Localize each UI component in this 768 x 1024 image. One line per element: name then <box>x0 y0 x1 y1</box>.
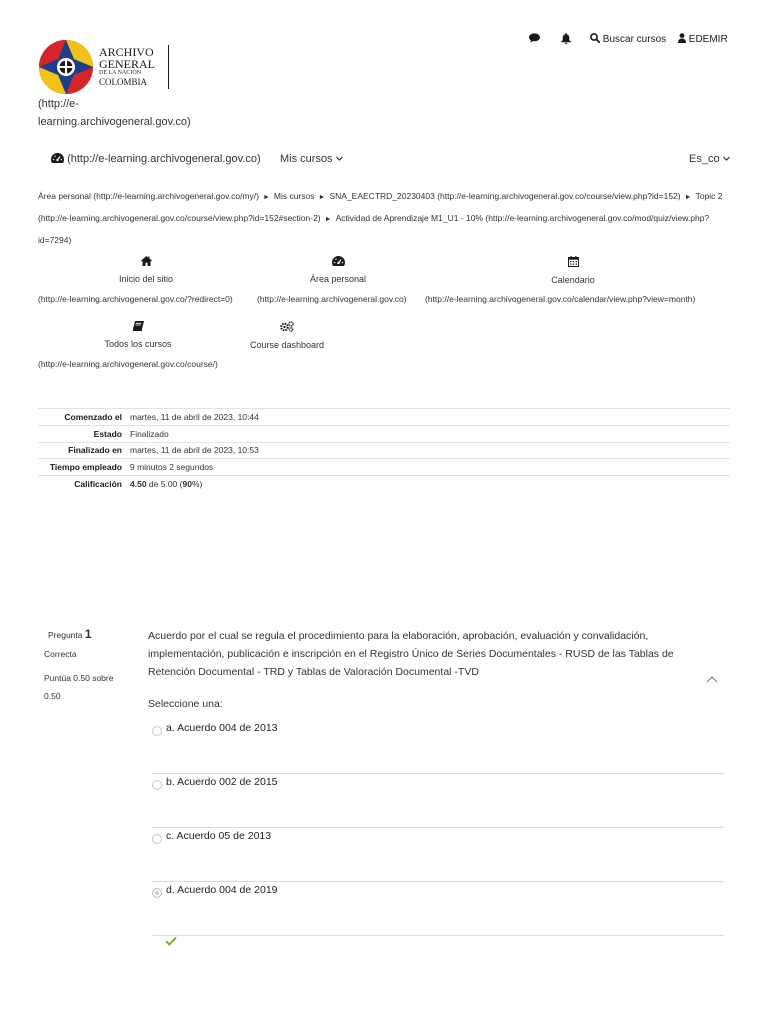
tile-inicio-label: Inicio del sitio <box>118 274 174 284</box>
language-dropdown[interactable] <box>689 153 730 165</box>
question-info <box>44 628 136 705</box>
tile-course-dashboard[interactable] <box>229 321 345 350</box>
answer-option-d[interactable] <box>152 882 724 936</box>
dashboard-icon <box>51 153 64 163</box>
question-label: Pregunta <box>48 630 83 640</box>
breadcrumb-separator: ► <box>324 216 332 223</box>
summary-label: Estado <box>93 428 122 439</box>
answer-option-label: c. Acuerdo 05 de 2013 <box>166 830 272 842</box>
user-icon <box>678 33 686 43</box>
breadcrumb-separator: ► <box>318 194 326 201</box>
navbar-home-link[interactable] <box>51 153 261 165</box>
question-number: 1 <box>84 627 92 641</box>
radio-a[interactable] <box>152 726 162 736</box>
tile-inicio-url[interactable]: (http://e-learning.archivogeneral.gov.co/?redirect=0) <box>38 294 233 304</box>
breadcrumb-item-activity[interactable]: Actividad de Aprendizaje M1_U1 - 10% (http://e-learning.archivogeneral.gov.co/mod/quiz/view.php?id=7294) <box>38 213 710 245</box>
chat-icon[interactable] <box>529 33 540 45</box>
question-points-line2: 0.50 <box>44 691 61 701</box>
bell-icon[interactable] <box>561 33 571 46</box>
breadcrumb-item-mis-cursos[interactable]: Mis cursos <box>273 191 315 201</box>
search-courses-label: Buscar cursos <box>602 34 667 45</box>
radio-d[interactable] <box>152 888 162 898</box>
answer-option-label: b. Acuerdo 002 de 2015 <box>166 776 278 788</box>
tile-todos-cursos-url[interactable]: (http://e-learning.archivogeneral.gov.co/course/) <box>38 359 218 369</box>
summary-label: Calificación <box>74 479 122 490</box>
tile-course-dashboard-label: Course dashboard <box>249 340 325 350</box>
calendar-icon <box>568 256 579 267</box>
navbar-home-url: (http://e-learning.archivogeneral.gov.co) <box>67 153 261 165</box>
tile-todos-cursos[interactable] <box>80 321 196 349</box>
chevron-down-icon <box>336 156 343 161</box>
logo-divider <box>168 45 169 89</box>
language-label: Es_co <box>689 153 720 165</box>
breadcrumb-item-area-personal[interactable]: Área personal (http://e-learning.archivogeneral.gov.co/my/) <box>38 191 259 201</box>
logo-line-general: GENERAL <box>99 57 155 71</box>
dashboard-icon <box>332 256 345 266</box>
summary-value: martes, 11 de abril de 2023, 10:44 <box>130 411 259 422</box>
chevron-up-icon[interactable] <box>706 676 718 683</box>
summary-value: martes, 11 de abril de 2023, 10:53 <box>130 445 259 456</box>
answer-option-label: d. Acuerdo 004 de 2019 <box>166 884 278 896</box>
logo-line-colombia: COLOMBIA <box>99 77 148 87</box>
radio-b[interactable] <box>152 780 162 790</box>
grade-end: %) <box>191 479 203 490</box>
breadcrumb-item-topic[interactable]: Topic 2 (http://e-learning.archivogeneral.gov.co/course/view.php?id=152#section-2) <box>38 191 723 223</box>
chevron-down-icon <box>723 156 730 161</box>
breadcrumb-item-course[interactable]: SNA_EAECTRD_20230403 (http://e-learning.archivogeneral.gov.co/course/view.php?id=152) <box>329 191 681 201</box>
mis-cursos-dropdown[interactable] <box>280 153 343 165</box>
tile-area-personal[interactable] <box>280 256 396 284</box>
summary-value: Finalizado <box>130 428 169 439</box>
grade-value <box>130 479 202 489</box>
archivo-logo-emblem[interactable] <box>38 39 94 95</box>
tile-area-personal-url[interactable]: (http://e-learning.archivogeneral.gov.co) <box>257 294 407 304</box>
home-icon <box>141 256 152 266</box>
attempt-summary-table <box>38 408 730 492</box>
answer-option-c[interactable] <box>152 828 724 882</box>
answer-option-a[interactable] <box>152 720 724 774</box>
user-name: EDEMIR <box>688 34 728 45</box>
question-state: Correcta <box>44 649 77 659</box>
tile-calendario[interactable] <box>515 256 631 285</box>
user-menu[interactable] <box>678 33 728 45</box>
mis-cursos-label: Mis cursos <box>280 153 333 165</box>
answer-option-label: a. Acuerdo 004 de 2013 <box>166 722 278 734</box>
site-url-line1[interactable]: (http://e- <box>38 98 79 110</box>
search-courses-link[interactable] <box>590 33 666 45</box>
summary-row-tiempo <box>38 459 730 476</box>
cogs-icon <box>280 321 294 332</box>
breadcrumb-separator: ► <box>262 194 270 201</box>
summary-label: Tiempo empleado <box>49 462 122 473</box>
answer-option-b[interactable] <box>152 774 724 828</box>
check-icon <box>165 936 177 946</box>
tile-todos-cursos-label: Todos los cursos <box>104 339 172 349</box>
book-icon <box>133 321 144 331</box>
tile-area-personal-label: Área personal <box>309 274 367 284</box>
breadcrumb-separator: ► <box>684 194 692 201</box>
logo-line-nacion: DE LA NACIÓN <box>99 70 141 76</box>
tile-calendario-url[interactable]: (http://e-learning.archivogeneral.gov.co/calendar/view.php?view=month) <box>425 294 696 304</box>
search-icon <box>590 33 600 43</box>
question-text: Acuerdo por el cual se regula el procedimiento para la elaboración, aprobación, evaluación y convalidación, implementación, publicación e inscripción en el Registro Único de Series Documentales - RUSD de las Tablas de Retención Documental - TRD y Tablas de Valoración Documental -TVD <box>148 630 674 678</box>
summary-row-comenzado <box>38 409 730 426</box>
summary-row-calificacion <box>38 476 730 492</box>
summary-label: Comenzado el <box>64 411 122 422</box>
grade-percent: 90 <box>182 479 192 490</box>
grade-mid: de 5.00 ( <box>146 479 183 490</box>
tile-calendario-label: Calendario <box>551 275 595 285</box>
summary-row-estado <box>38 426 730 443</box>
breadcrumb <box>38 186 728 250</box>
tile-inicio[interactable] <box>88 256 204 284</box>
summary-label: Finalizado en <box>68 445 122 456</box>
question-points-line1: Puntúa 0.50 sobre <box>44 673 114 683</box>
answer-prompt: Seleccione una: <box>148 698 223 710</box>
summary-value: 9 minutos 2 segundos <box>130 462 214 473</box>
site-url-line2[interactable]: learning.archivogeneral.gov.co) <box>38 116 191 128</box>
logo-line-archivo: ARCHIVO <box>99 45 154 59</box>
radio-c[interactable] <box>152 834 162 844</box>
grade-score: 4.50 <box>130 479 147 490</box>
summary-row-finalizado <box>38 443 730 460</box>
